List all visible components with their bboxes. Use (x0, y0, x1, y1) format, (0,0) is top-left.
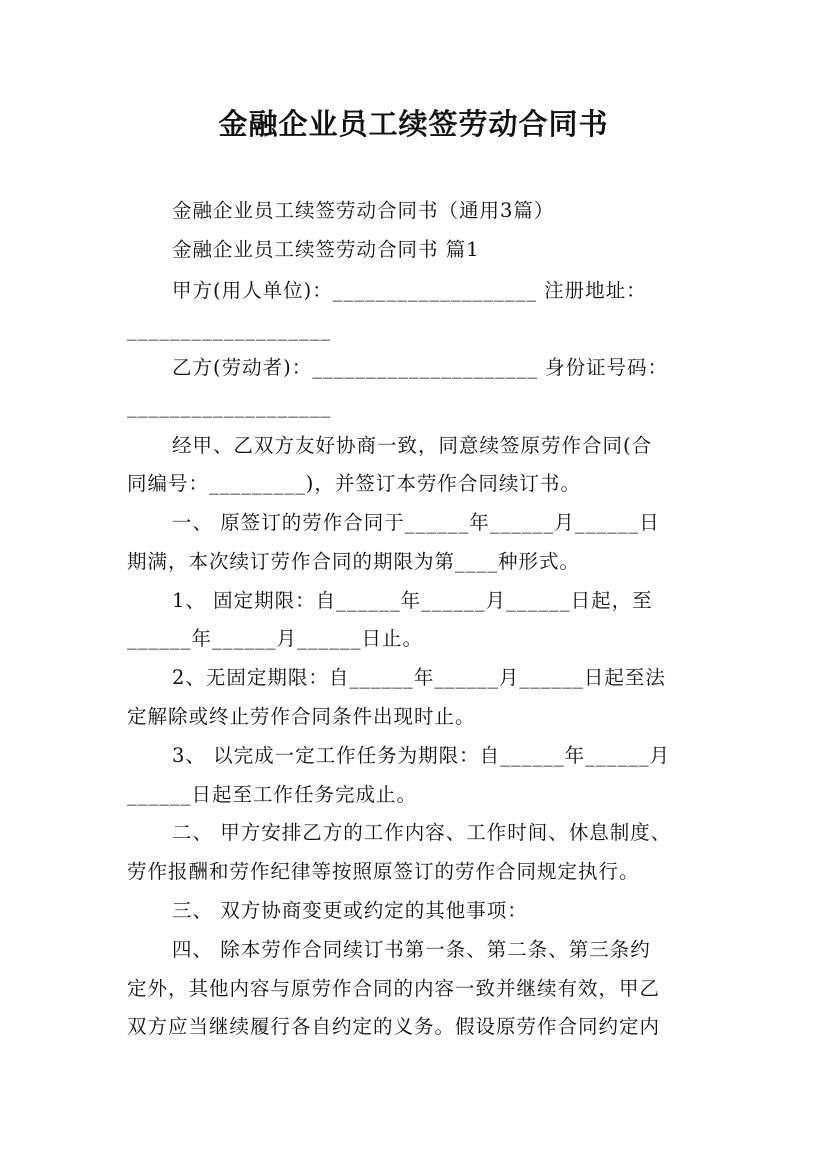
party-a-address-blank: ___________________ (127, 318, 332, 341)
open-term-line: 定解除或终止劳作合同条件出现时止。 (127, 705, 476, 728)
clause-one-line: 期满，本次续订劳作合同的期限为第____种形式。 (127, 550, 581, 573)
clause-four-line: 四、 除本劳作合同续订书第一条、第二条、第三条约 (172, 938, 651, 961)
clause-four-line: 定外，其他内容与原劳作合同的内容一致并继续有效，甲乙 (127, 977, 661, 1000)
document-title: 金融企业员工续签劳动合同书 (218, 107, 609, 141)
clause-four-line: 双方应当继续履行各自约定的义务。假设原劳作合同约定内 (127, 1015, 661, 1038)
paragraph-line: 同编号：_________)，并签订本劳作合同续订书。 (127, 472, 581, 495)
fixed-term-line: 1、 固定期限：自______年______月______日起，至 (172, 589, 653, 612)
clause-two-line: 劳作报酬和劳作纪律等按照原签订的劳作合同规定执行。 (127, 860, 640, 883)
clause-one-line: 一、 原签订的劳作合同于______年______月______日 (172, 511, 660, 534)
section-heading: 金融企业员工续签劳动合同书 篇1 (172, 238, 480, 261)
paragraph-line: 经甲、乙双方友好协商一致，同意续签原劳作合同(合 (172, 434, 653, 457)
party-a-line: 甲方(用人单位)：___________________ 注册地址： (172, 279, 647, 302)
party-b-id-blank: ___________________ (127, 395, 332, 418)
fixed-term-line: ______年______月______日止。 (127, 627, 424, 650)
clause-two-line: 二、 甲方安排乙方的工作内容、工作时间、休息制度、 (172, 821, 672, 844)
subtitle-line: 金融企业员工续签劳动合同书（通用3篇） (172, 199, 555, 222)
open-term-line: 2、无固定期限：自______年______月______日起至法 (172, 666, 666, 689)
task-term-line: ______日起至工作任务完成止。 (127, 783, 418, 806)
task-term-line: 3、 以完成一定工作任务为期限：自______年______月 (172, 744, 671, 767)
party-b-line: 乙方(劳动者)：_____________________ 身份证号码： (172, 356, 669, 379)
clause-three-line: 三、 双方协商变更或约定的其他事项： (172, 899, 528, 922)
